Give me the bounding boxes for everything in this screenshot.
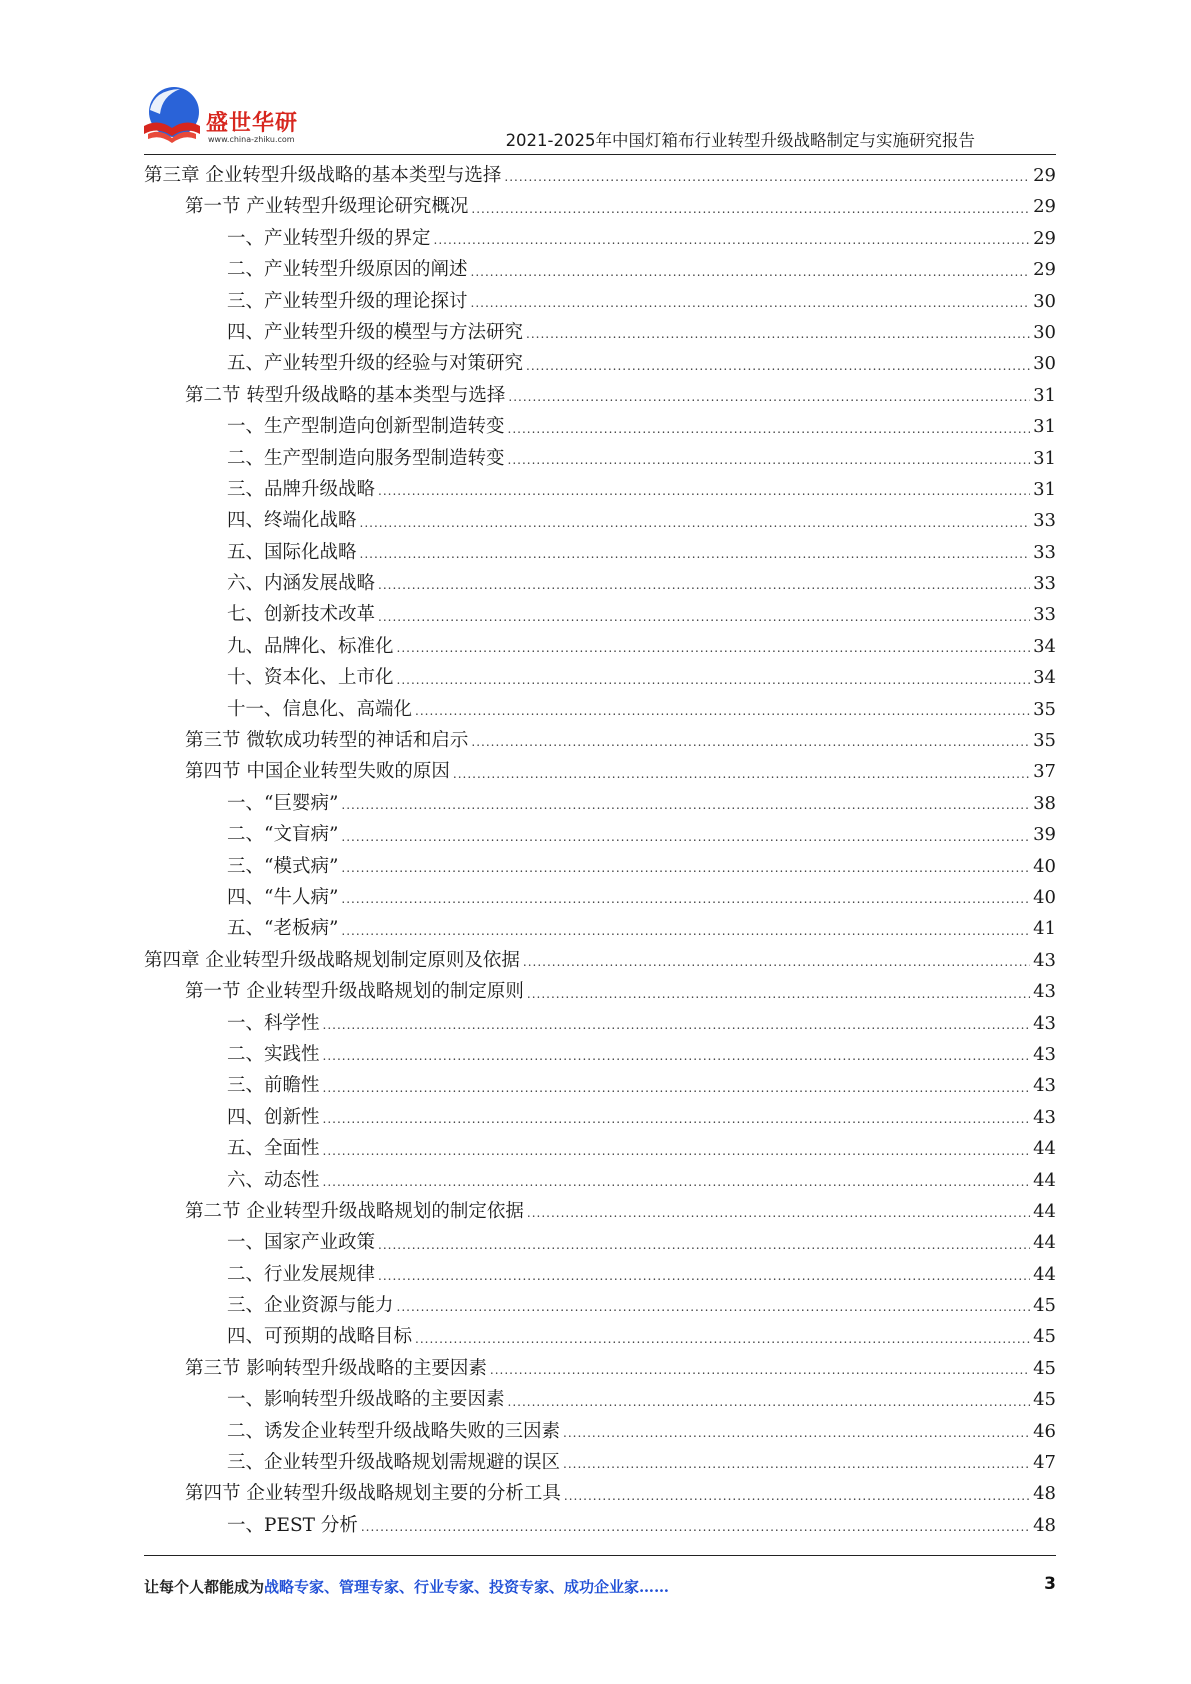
toc-entry-label: 九、品牌化、标准化: [227, 635, 394, 657]
toc-dot-leader: [508, 450, 1031, 474]
toc-entry-page: 29: [1033, 165, 1056, 186]
toc-entry-label: 一、国家产业政策: [227, 1232, 376, 1254]
toc-entry[interactable]: [144, 1196, 1056, 1227]
toc-entry-label: 三、产业转型升级的理论探讨: [227, 290, 468, 312]
toc-entry[interactable]: [144, 1039, 1056, 1070]
toc-entry[interactable]: [144, 1102, 1056, 1133]
toc-entry[interactable]: [144, 505, 1056, 536]
toc-entry[interactable]: [144, 160, 1056, 191]
footer-divider: [144, 1555, 1056, 1556]
toc-dot-leader: [341, 889, 1030, 913]
toc-dot-leader: [397, 1297, 1031, 1321]
toc-dot-leader: [564, 1486, 1030, 1510]
toc-entry[interactable]: [144, 380, 1056, 411]
toc-entry-page: 30: [1033, 353, 1056, 375]
toc-entry-label: 四、终端化战略: [227, 510, 357, 532]
toc-dot-leader: [323, 1141, 1031, 1165]
toc-entry[interactable]: [144, 411, 1056, 442]
toc-entry-page: 45: [1033, 1326, 1056, 1348]
toc-entry-label: 一、生产型制造向创新型制造转变: [227, 416, 505, 438]
toc-entry-page: 43: [1033, 1106, 1056, 1128]
toc-entry-label: 五、国际化战略: [227, 541, 357, 563]
toc-entry-page: 29: [1033, 196, 1056, 218]
toc-entry-page: 44: [1033, 1138, 1056, 1160]
toc-entry-page: 43: [1033, 1043, 1056, 1065]
toc-dot-leader: [341, 827, 1030, 851]
toc-entry-label: 第四节 中国企业转型失败的原因: [185, 761, 450, 783]
toc-entry-page: 31: [1033, 416, 1056, 438]
toc-entry[interactable]: [144, 1416, 1056, 1447]
toc-entry-label: 三、品牌升级战略: [227, 478, 376, 500]
toc-entry[interactable]: [144, 1478, 1056, 1509]
toc-entry[interactable]: [144, 1510, 1056, 1541]
toc-dot-leader: [397, 638, 1031, 662]
toc-entry-label: 六、动态性: [227, 1169, 320, 1191]
toc-entry-label: 五、全面性: [227, 1138, 320, 1160]
toc-entry-page: 45: [1033, 1357, 1056, 1379]
toc-entry[interactable]: [144, 1133, 1056, 1164]
toc-dot-leader: [563, 1454, 1030, 1478]
toc-entry-page: 35: [1033, 698, 1056, 720]
toc-dot-leader: [378, 575, 1030, 599]
toc-entry-label: 六、内涵发展战略: [227, 573, 376, 595]
toc-dot-leader: [378, 607, 1030, 631]
company-logo: [140, 84, 310, 148]
toc-entry[interactable]: [144, 599, 1056, 630]
toc-entry-page: 43: [1033, 1075, 1056, 1097]
toc-entry-page: 44: [1033, 1169, 1056, 1191]
toc-entry[interactable]: [144, 725, 1056, 756]
toc-entry[interactable]: [144, 851, 1056, 882]
toc-entry-label: 第四章 企业转型升级战略规划制定原则及依据: [144, 949, 520, 971]
toc-entry[interactable]: [144, 1447, 1056, 1478]
toc-entry[interactable]: [144, 976, 1056, 1007]
toc-dot-leader: [361, 1517, 1030, 1541]
toc-dot-leader: [397, 670, 1031, 694]
toc-dot-leader: [360, 544, 1031, 568]
toc-entry-label: 五、产业转型升级的经验与对策研究: [227, 353, 524, 375]
toc-entry[interactable]: [144, 348, 1056, 379]
toc-entry[interactable]: [144, 568, 1056, 599]
toc-entry-page: 29: [1033, 227, 1056, 249]
toc-dot-leader: [471, 199, 1030, 223]
toc-entry-page: 39: [1033, 824, 1056, 846]
toc-dot-leader: [378, 1266, 1030, 1290]
toc-dot-leader: [508, 419, 1031, 443]
toc-dot-leader: [508, 1392, 1031, 1416]
toc-entry[interactable]: [144, 1165, 1056, 1196]
toc-entry[interactable]: [144, 788, 1056, 819]
toc-entry-label: 第三节 微软成功转型的神话和启示: [185, 730, 469, 752]
toc-entry-label: 第三节 影响转型升级战略的主要因素: [185, 1357, 487, 1379]
toc-dot-leader: [415, 701, 1030, 725]
toc-entry-page: 34: [1033, 635, 1056, 657]
toc-dot-leader: [341, 795, 1030, 819]
toc-entry-label: 二、实践性: [227, 1043, 320, 1065]
toc-entry-label: 第四节 企业转型升级战略规划主要的分析工具: [185, 1483, 561, 1505]
toc-entry-page: 31: [1033, 478, 1056, 500]
toc-dot-leader: [323, 1172, 1031, 1196]
toc-dot-leader: [341, 921, 1030, 945]
toc-dot-leader: [323, 1046, 1031, 1070]
toc-entry-page: 44: [1033, 1200, 1056, 1222]
toc-dot-leader: [378, 481, 1030, 505]
toc-dot-leader: [563, 1423, 1030, 1447]
toc-dot-leader: [504, 167, 1030, 191]
toc-entry-page: 46: [1033, 1420, 1056, 1442]
toc-entry-label: 三、企业资源与能力: [227, 1295, 394, 1317]
toc-entry[interactable]: [144, 1353, 1056, 1384]
toc-entry-label: 第三章 企业转型升级战略的基本类型与选择: [144, 165, 502, 186]
toc-entry[interactable]: [144, 631, 1056, 662]
toc-entry-label: 七、创新技术改革: [227, 604, 376, 626]
toc-entry[interactable]: [144, 694, 1056, 725]
toc-entry-label: 第一节 产业转型升级理论研究概况: [185, 196, 469, 218]
logo-url: www.china-zhiku.com: [208, 135, 295, 144]
toc-entry-page: 43: [1033, 949, 1056, 971]
footer-slogan-prefix: 让每个人都能成为: [144, 1578, 265, 1596]
toc-entry-page: 33: [1033, 604, 1056, 626]
toc-entry-page: 45: [1033, 1295, 1056, 1317]
toc-entry[interactable]: [144, 1384, 1056, 1415]
toc-entry-label: 一、影响转型升级战略的主要因素: [227, 1389, 505, 1411]
logo-text: 盛世华研: [206, 111, 299, 136]
toc-entry-page: 29: [1033, 259, 1056, 281]
toc-dot-leader: [527, 984, 1030, 1008]
toc-entry-page: 33: [1033, 573, 1056, 595]
toc-entry[interactable]: [144, 254, 1056, 285]
report-title: 2021-2025年中国灯箱布行业转型升级战略制定与实施研究报告: [505, 131, 975, 150]
toc-entry-page: 30: [1033, 290, 1056, 312]
toc-dot-leader: [434, 230, 1031, 254]
toc-dot-leader: [471, 732, 1030, 756]
toc-entry-page: 33: [1033, 510, 1056, 532]
toc-entry[interactable]: [144, 1070, 1056, 1101]
toc-entry-page: 35: [1033, 730, 1056, 752]
toc-dot-leader: [378, 1235, 1030, 1259]
toc-dot-leader: [523, 952, 1030, 976]
toc-entry-label: 一、“巨婴病”: [227, 792, 339, 814]
toc-entry-label: 二、生产型制造向服务型制造转变: [227, 447, 505, 469]
toc-entry[interactable]: [144, 1321, 1056, 1352]
toc-entry-label: 四、产业转型升级的模型与方法研究: [227, 321, 524, 343]
toc-entry-page: 37: [1033, 761, 1056, 783]
toc-entry-page: 48: [1033, 1483, 1056, 1505]
toc-entry-page: 40: [1033, 886, 1056, 908]
toc-entry-label: 一、产业转型升级的界定: [227, 227, 431, 249]
toc-entry[interactable]: [144, 882, 1056, 913]
toc-entry-label: 一、PEST 分析: [227, 1514, 358, 1536]
toc-entry-label: 四、“牛人病”: [227, 886, 339, 908]
toc-dot-leader: [360, 513, 1031, 537]
toc-entry[interactable]: [144, 819, 1056, 850]
toc-entry-page: 31: [1033, 447, 1056, 469]
toc-entry-label: 二、诱发企业转型升级战略失败的三因素: [227, 1420, 561, 1442]
toc-dot-leader: [471, 293, 1031, 317]
toc-entry-page: 44: [1033, 1263, 1056, 1285]
toc-entry-label: 第二节 转型升级战略的基本类型与选择: [185, 384, 506, 406]
toc-entry-label: 第一节 企业转型升级战略规划的制定原则: [185, 981, 524, 1003]
toc-dot-leader: [508, 387, 1030, 411]
toc-entry-page: 45: [1033, 1389, 1056, 1411]
toc-entry-label: 十一、信息化、高端化: [227, 698, 413, 720]
toc-dot-leader: [341, 858, 1030, 882]
toc-entry[interactable]: [144, 443, 1056, 474]
footer-slogan: [144, 1576, 669, 1597]
toc-entry[interactable]: [144, 945, 1056, 976]
toc-entry-page: 38: [1033, 792, 1056, 814]
book-swoosh-logo-icon: [140, 84, 204, 146]
toc-dot-leader: [453, 764, 1030, 788]
toc-entry-page: 43: [1033, 981, 1056, 1003]
toc-dot-leader: [471, 262, 1031, 286]
toc-entry-label: 四、可预期的战略目标: [227, 1326, 413, 1348]
toc-entry-page: 34: [1033, 667, 1056, 689]
toc-entry[interactable]: [144, 191, 1056, 222]
toc-dot-leader: [490, 1360, 1030, 1384]
toc-entry[interactable]: [144, 756, 1056, 787]
toc-entry-page: 48: [1033, 1514, 1056, 1536]
toc-entry-page: 41: [1033, 918, 1056, 940]
toc-entry[interactable]: [144, 1259, 1056, 1290]
toc-entry-page: 40: [1033, 855, 1056, 877]
toc-entry[interactable]: [144, 913, 1056, 944]
header-divider: [144, 154, 1056, 155]
toc-entry[interactable]: [144, 1227, 1056, 1258]
toc-dot-leader: [323, 1109, 1031, 1133]
toc-entry[interactable]: [144, 474, 1056, 505]
toc-entry-label: 三、“模式病”: [227, 855, 339, 877]
toc-entry-label: 第二节 企业转型升级战略规划的制定依据: [185, 1200, 524, 1222]
toc-entry[interactable]: [144, 286, 1056, 317]
toc-entry-page: 33: [1033, 541, 1056, 563]
table-of-contents: [144, 160, 1056, 1541]
toc-entry-label: 五、“老板病”: [227, 918, 339, 940]
page-number: 3: [1044, 1574, 1056, 1594]
toc-dot-leader: [323, 1078, 1031, 1102]
toc-entry-label: 三、前瞻性: [227, 1075, 320, 1097]
toc-entry[interactable]: [144, 662, 1056, 693]
toc-dot-leader: [415, 1329, 1030, 1353]
toc-entry-label: 三、企业转型升级战略规划需规避的误区: [227, 1452, 561, 1474]
toc-entry-page: 31: [1033, 384, 1056, 406]
toc-entry-page: 47: [1033, 1452, 1056, 1474]
toc-dot-leader: [526, 324, 1030, 348]
footer-slogan-highlight: 战略专家、管理专家、行业专家、投资专家、成功企业家……: [264, 1578, 670, 1596]
toc-entry-label: 一、科学性: [227, 1012, 320, 1034]
toc-dot-leader: [323, 1015, 1031, 1039]
toc-entry[interactable]: [144, 1290, 1056, 1321]
toc-entry-label: 二、行业发展规律: [227, 1263, 376, 1285]
toc-dot-leader: [526, 356, 1030, 380]
toc-entry[interactable]: [144, 317, 1056, 348]
toc-entry-label: 十、资本化、上市化: [227, 667, 394, 689]
toc-entry[interactable]: [144, 1008, 1056, 1039]
toc-entry-label: 二、产业转型升级原因的阐述: [227, 259, 468, 281]
toc-entry-label: 二、“文盲病”: [227, 824, 339, 846]
toc-entry[interactable]: [144, 223, 1056, 254]
toc-dot-leader: [527, 1203, 1030, 1227]
toc-entry-label: 四、创新性: [227, 1106, 320, 1128]
page-header: [0, 0, 1191, 160]
toc-entry-page: 44: [1033, 1232, 1056, 1254]
toc-entry-page: 43: [1033, 1012, 1056, 1034]
toc-entry-page: 30: [1033, 321, 1056, 343]
toc-entry[interactable]: [144, 537, 1056, 568]
